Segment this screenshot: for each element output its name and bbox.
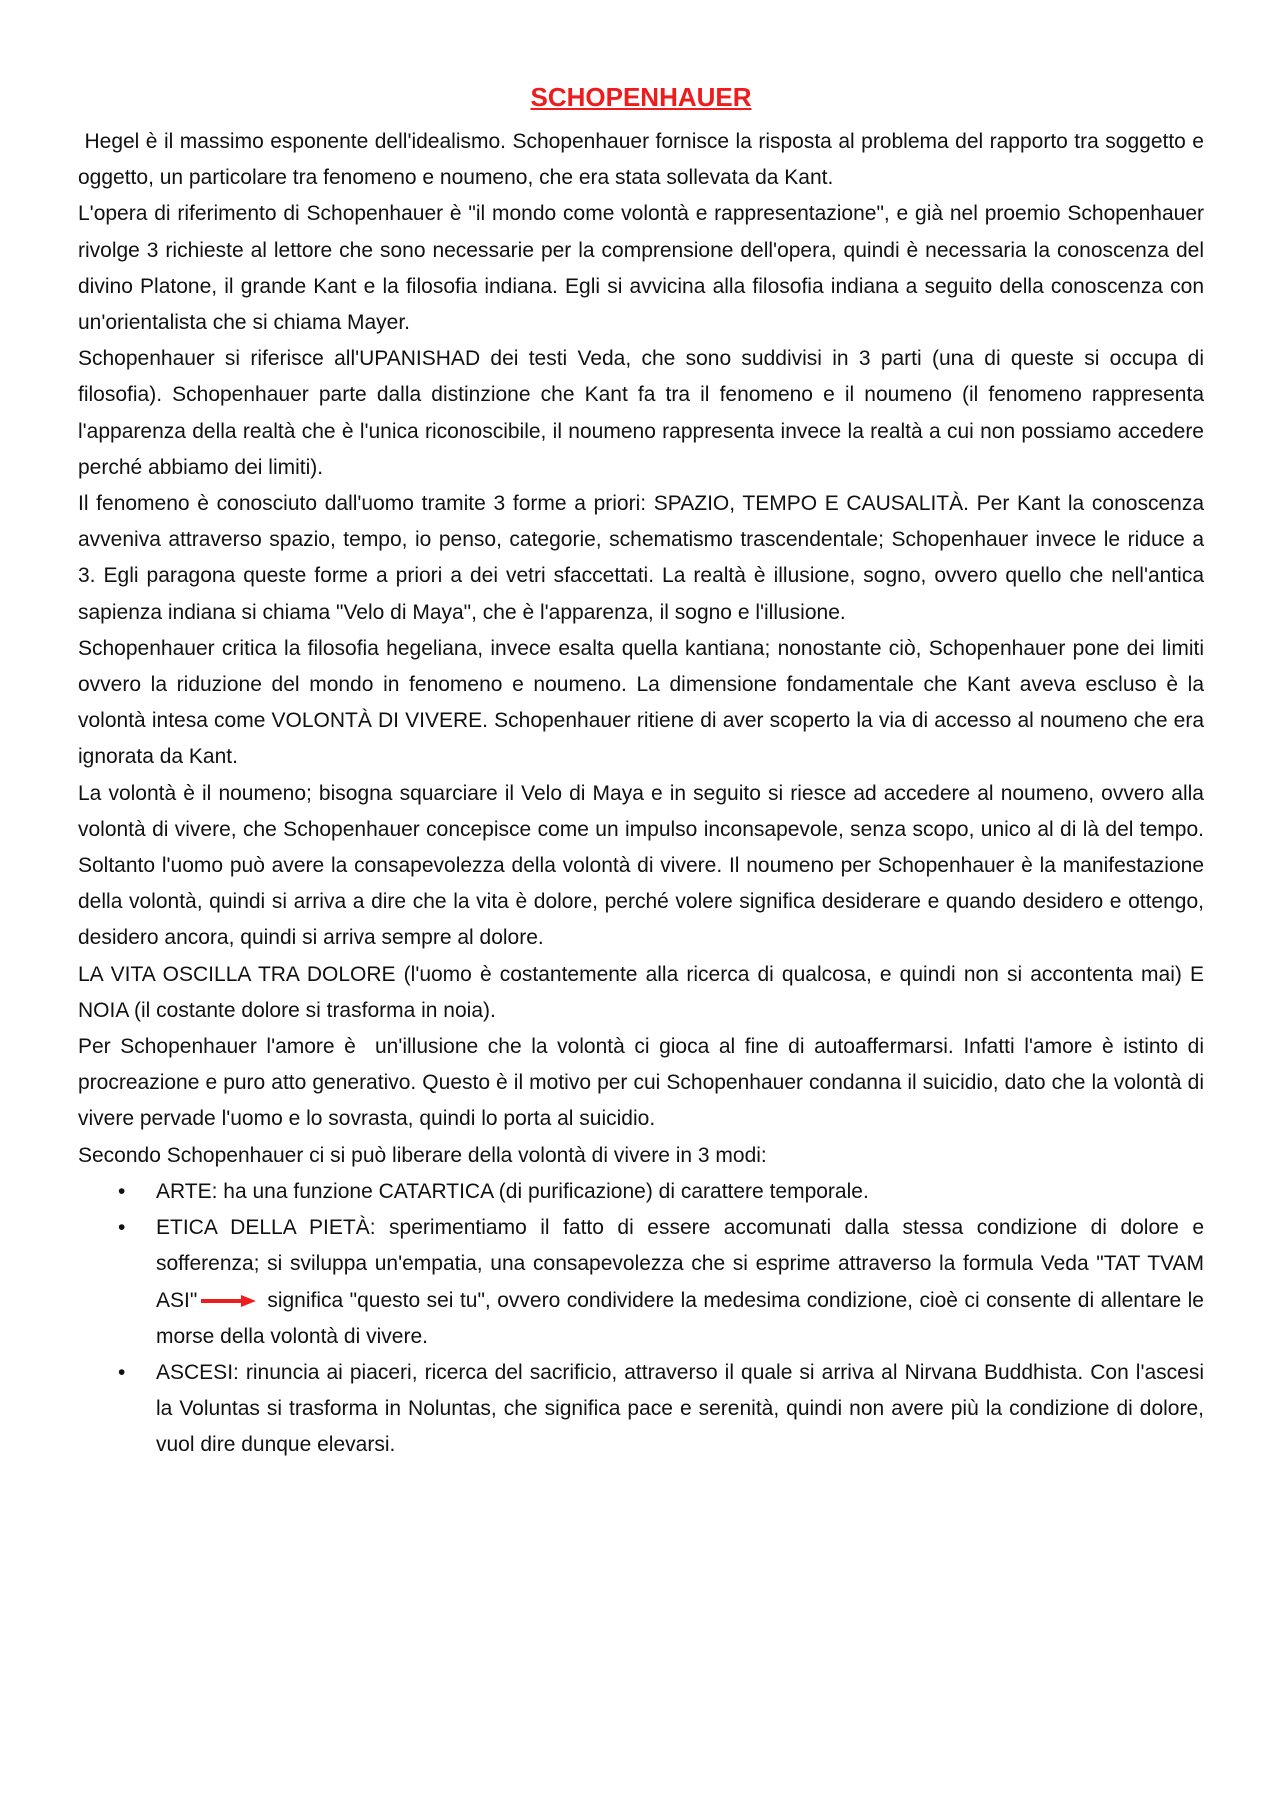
list-item-etica — [118, 1210, 1204, 1355]
list-item-text: ASCESI: rinuncia ai piaceri, ricerca del sacrificio, attraverso il quale si arriva al Nirvana Buddhista. Con l'ascesi la Voluntas si trasforma in Noluntas, che significa pace e serenità, quindi non avere più la condizione di dolore, vuol dire dunque elevarsi. — [156, 1360, 1204, 1457]
list-item-ascesi — [118, 1355, 1204, 1464]
list-item-text-continued: significa "questo sei tu", ovvero condividere la medesima condizione, cioè ci consente di allentare le morse della volontà di vivere. — [156, 1288, 1204, 1348]
right-arrow-icon — [199, 1294, 257, 1308]
liberation-list — [78, 1174, 1204, 1464]
paragraph-liberazione: Secondo Schopenhauer ci si può liberare della volontà di vivere in 3 modi: — [78, 1143, 767, 1167]
paragraph-fenomeno: Il fenomeno è conosciuto dall'uomo tramite 3 forme a priori: SPAZIO, TEMPO E CAUSALITÀ. Per Kant la conoscenza avveniva attraverso spazio, tempo, io penso, categorie, schematismo trascendentale; Schopenhauer invece le riduce a 3. Egli paragona queste forme a priori a dei vetri sfaccettati. La realtà è illusione, sogno, ovvero quello che nell'antica sapienza indiana si chiama "Velo di Maya", che è l'apparenza, il sogno e l'illusione. — [78, 492, 1204, 624]
list-item-text: ETICA DELLA PIETÀ: sperimentiamo il fatto di essere accomunati dalla stessa condizione di dolore e sofferenza; si sviluppa un'empatia, una consapevolezza che si esprime attraverso la formula Veda "TAT TVAM ASI" — [156, 1216, 1204, 1312]
list-item-text: ARTE: ha una funzione CATARTICA (di purificazione) di carattere temporale. — [156, 1179, 869, 1203]
paragraph-dolore-noia: LA VITA OSCILLA TRA DOLORE (l'uomo è costantemente alla ricerca di qualcosa, e quindi non si accontenta mai) E NOIA (il costante dolore si trasforma in noia). — [78, 962, 1204, 1022]
paragraph-intro: Hegel è il massimo esponente dell'idealismo. Schopenhauer fornisce la risposta al problema del rapporto tra soggetto e oggetto, un particolare tra fenomeno e noumeno, che era stata sollevata da Kant. — [78, 130, 1210, 190]
paragraph-critica: Schopenhauer critica la filosofia hegeliana, invece esalta quella kantiana; nonostante ciò, Schopenhauer pone dei limiti ovvero la riduzione del mondo in fenomeno e noumeno. La dimensione fondamentale che Kant aveva escluso è la volontà intesa come VOLONTÀ DI VIVERE. Schopenhauer ritiene di aver scoperto la via di accesso al noumeno che era ignorata da Kant. — [78, 636, 1204, 769]
paragraph-volonta: La volontà è il noumeno; bisogna squarciare il Velo di Maya e in seguito si riesce ad accedere al noumeno, ovvero alla volontà di vivere, che Schopenhauer concepisce come un impulso inconsapevole, senza scopo, unico al di là del tempo. Soltanto l'uomo può avere la consapevolezza della volontà di vivere. Il noumeno per Schopenhauer è la manifestazione della volontà, quindi si arriva a dire che la vita è dolore, perché volere significa desiderare e quando desidero e ottengo, desidero ancora, quindi si arriva sempre al dolore. — [78, 781, 1204, 950]
bullet-dot: • — [118, 1179, 126, 1203]
paragraph-opera: L'opera di riferimento di Schopenhauer è "il mondo come volontà e rappresentazione", e già nel proemio Schopenhauer rivolge 3 richieste al lettore che sono necessarie per la comprensione dell'opera, quindi è necessaria la conoscenza del divino Platone, il grande Kant e la filosofia indiana. Egli si avvicina alla filosofia indiana a seguito della conoscenza con un'orientalista che si chiama Mayer. — [78, 202, 1204, 335]
list-item-arte — [118, 1174, 1204, 1210]
paragraph-amore: Per Schopenhauer l'amore è un'illusione che la volontà ci gioca al fine di autoaffermarsi. Infatti l'amore è istinto di procreazione e puro atto generativo. Questo è il motivo per cui Schopenhauer condanna il suicidio, dato che la volontà di vivere pervade l'uomo e lo sovrasta, quindi lo porta al suicidio. — [78, 1035, 1210, 1131]
page-title: SCHOPENHAUER — [530, 82, 752, 112]
bullet-dot: • — [118, 1216, 126, 1240]
paragraph-upanishad: Schopenhauer si riferisce all'UPANISHAD dei testi Veda, che sono suddivisi in 3 parti (una di queste si occupa di filosofia). Schopenhauer parte dalla distinzione che Kant fa tra il fenomeno e il noumeno (il fenomeno rappresenta l'apparenza della realtà che è l'unica riconoscibile, il noumeno rappresenta invece la realtà a cui non possiamo accedere perché abbiamo dei limiti). — [78, 347, 1204, 479]
bullet-dot: • — [118, 1360, 126, 1384]
document-page — [78, 80, 1210, 1464]
